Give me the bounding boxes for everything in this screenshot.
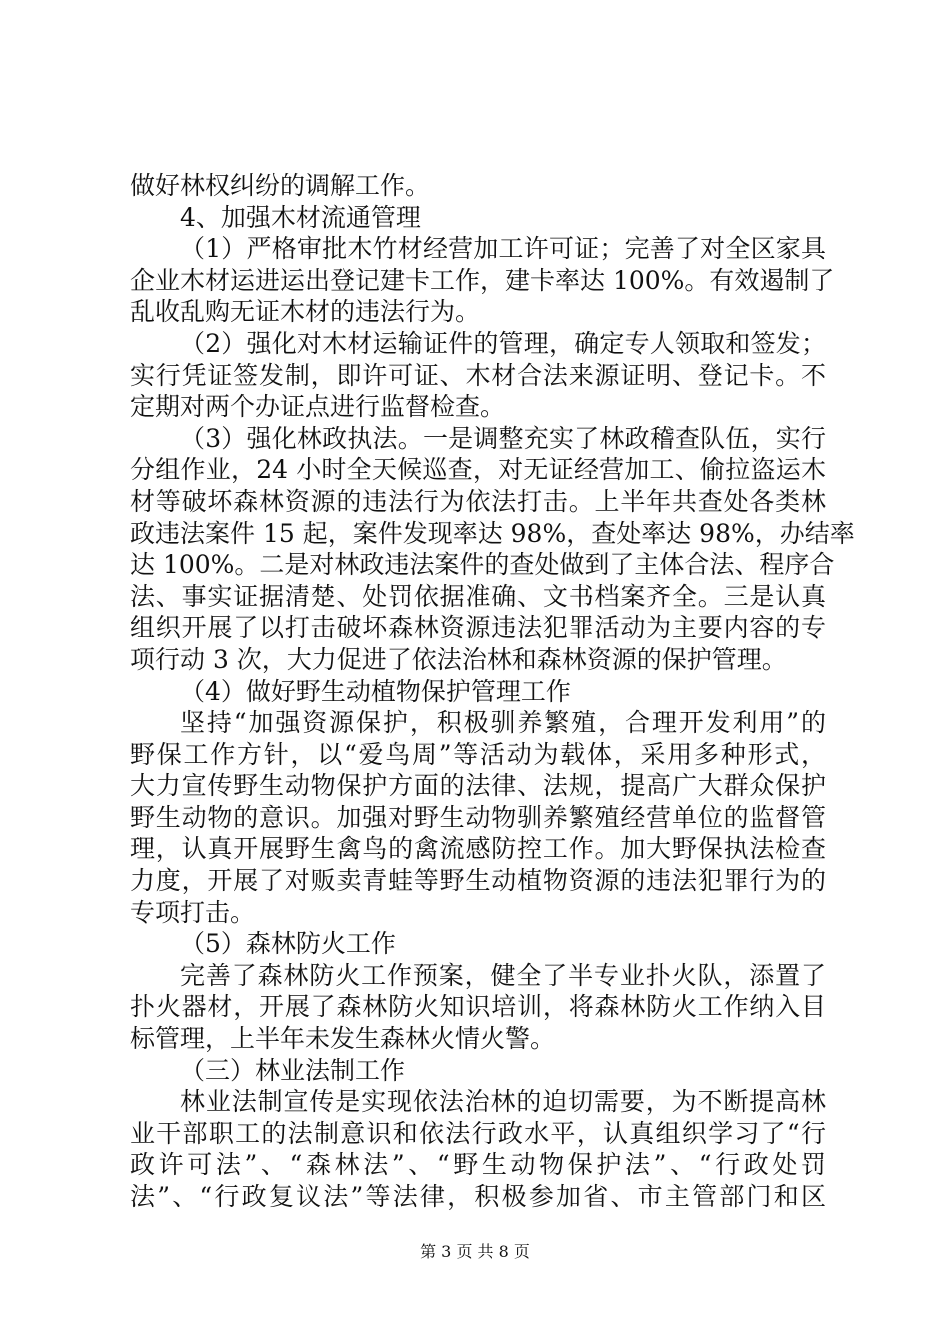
paragraph-line: 法、事实证据清楚、处罚依据准确、文书档案齐全。三是认真 bbox=[130, 581, 826, 611]
page-footer: 第 3 页 共 8 页 bbox=[420, 1242, 530, 1261]
paragraph-line: 野生动物的意识。加强对野生动物驯养繁殖经营单位的监督管 bbox=[130, 802, 826, 832]
paragraph-line: 政许可法”、“森林法”、“野生动物保护法”、“行政处罚 bbox=[130, 1150, 826, 1180]
paragraph-line: （2）强化对木材运输证件的管理，确定专人领取和签发； bbox=[180, 328, 826, 358]
paragraph-line: 分组作业，24 小时全天候巡查，对无证经营加工、偷拉盗运木 bbox=[130, 455, 826, 485]
paragraph-line: 定期对两个办证点进行监督检查。 bbox=[130, 392, 506, 422]
paragraph-line: 材等破坏森林资源的违法行为依法打击。上半年共查处各类林 bbox=[130, 486, 826, 516]
paragraph-line: 专项打击。 bbox=[130, 897, 256, 927]
section-heading: 4、加强木材流通管理 bbox=[180, 202, 421, 232]
paragraph-line: 实行凭证签发制，即许可证、木材合法来源证明、登记卡。不 bbox=[130, 360, 826, 390]
paragraph-line: 野保工作方针，以“爱鸟周”等活动为载体，采用多种形式， bbox=[130, 739, 826, 769]
section-heading: （5）森林防火工作 bbox=[180, 929, 396, 959]
paragraph-line: 林业法制宣传是实现依法治林的迫切需要，为不断提高林 bbox=[180, 1087, 826, 1117]
document-body bbox=[130, 170, 855, 1213]
paragraph-line: 完善了森林防火工作预案，健全了半专业扑火队，添置了 bbox=[180, 960, 826, 990]
section-heading: （4）做好野生动植物保护管理工作 bbox=[180, 676, 571, 706]
paragraph-line: 标管理，上半年未发生森林火情火警。 bbox=[130, 1024, 556, 1054]
paragraph-line: 企业木材运进运出登记建卡工作，建卡率达 100%。有效遏制了 bbox=[130, 265, 835, 295]
paragraph-line: （3）强化林政执法。一是调整充实了林政稽查队伍，实行 bbox=[180, 423, 826, 453]
paragraph-line: 理，认真开展野生禽鸟的禽流感防控工作。加大野保执法检查 bbox=[130, 834, 826, 864]
section-heading: （三）林业法制工作 bbox=[180, 1055, 406, 1085]
paragraph-line: （1）严格审批木竹材经营加工许可证；完善了对全区家具 bbox=[180, 234, 826, 264]
paragraph-line: 乱收乱购无证木材的违法行为。 bbox=[130, 297, 481, 327]
paragraph-line: 大力宣传野生动物保护方面的法律、法规，提高广大群众保护 bbox=[130, 771, 826, 801]
paragraph-line: 业干部职工的法制意识和依法行政水平，认真组织学习了“行 bbox=[130, 1118, 826, 1148]
paragraph-line: 坚持“加强资源保护，积极驯养繁殖，合理开发利用”的 bbox=[180, 708, 826, 738]
paragraph-line: 政违法案件 15 起，案件发现率达 98%，查处率达 98%，办结率 bbox=[130, 518, 855, 548]
paragraph-line: 法”、“行政复议法”等法律，积极参加省、市主管部门和区 bbox=[130, 1182, 826, 1211]
paragraph-line: 扑火器材，开展了森林防火知识培训，将森林防火工作纳入目 bbox=[130, 992, 826, 1022]
paragraph-line: 做好林权纠纷的调解工作。 bbox=[130, 171, 431, 200]
paragraph-line: 项行动 3 次，大力促进了依法治林和森林资源的保护管理。 bbox=[130, 644, 787, 674]
paragraph-line: 力度，开展了对贩卖青蛙等野生动植物资源的违法犯罪行为的 bbox=[130, 866, 826, 896]
paragraph-line: 组织开展了以打击破坏森林资源违法犯罪活动为主要内容的专 bbox=[130, 613, 826, 643]
paragraph-line: 达 100%。二是对林政违法案件的查处做到了主体合法、程序合 bbox=[130, 550, 835, 580]
